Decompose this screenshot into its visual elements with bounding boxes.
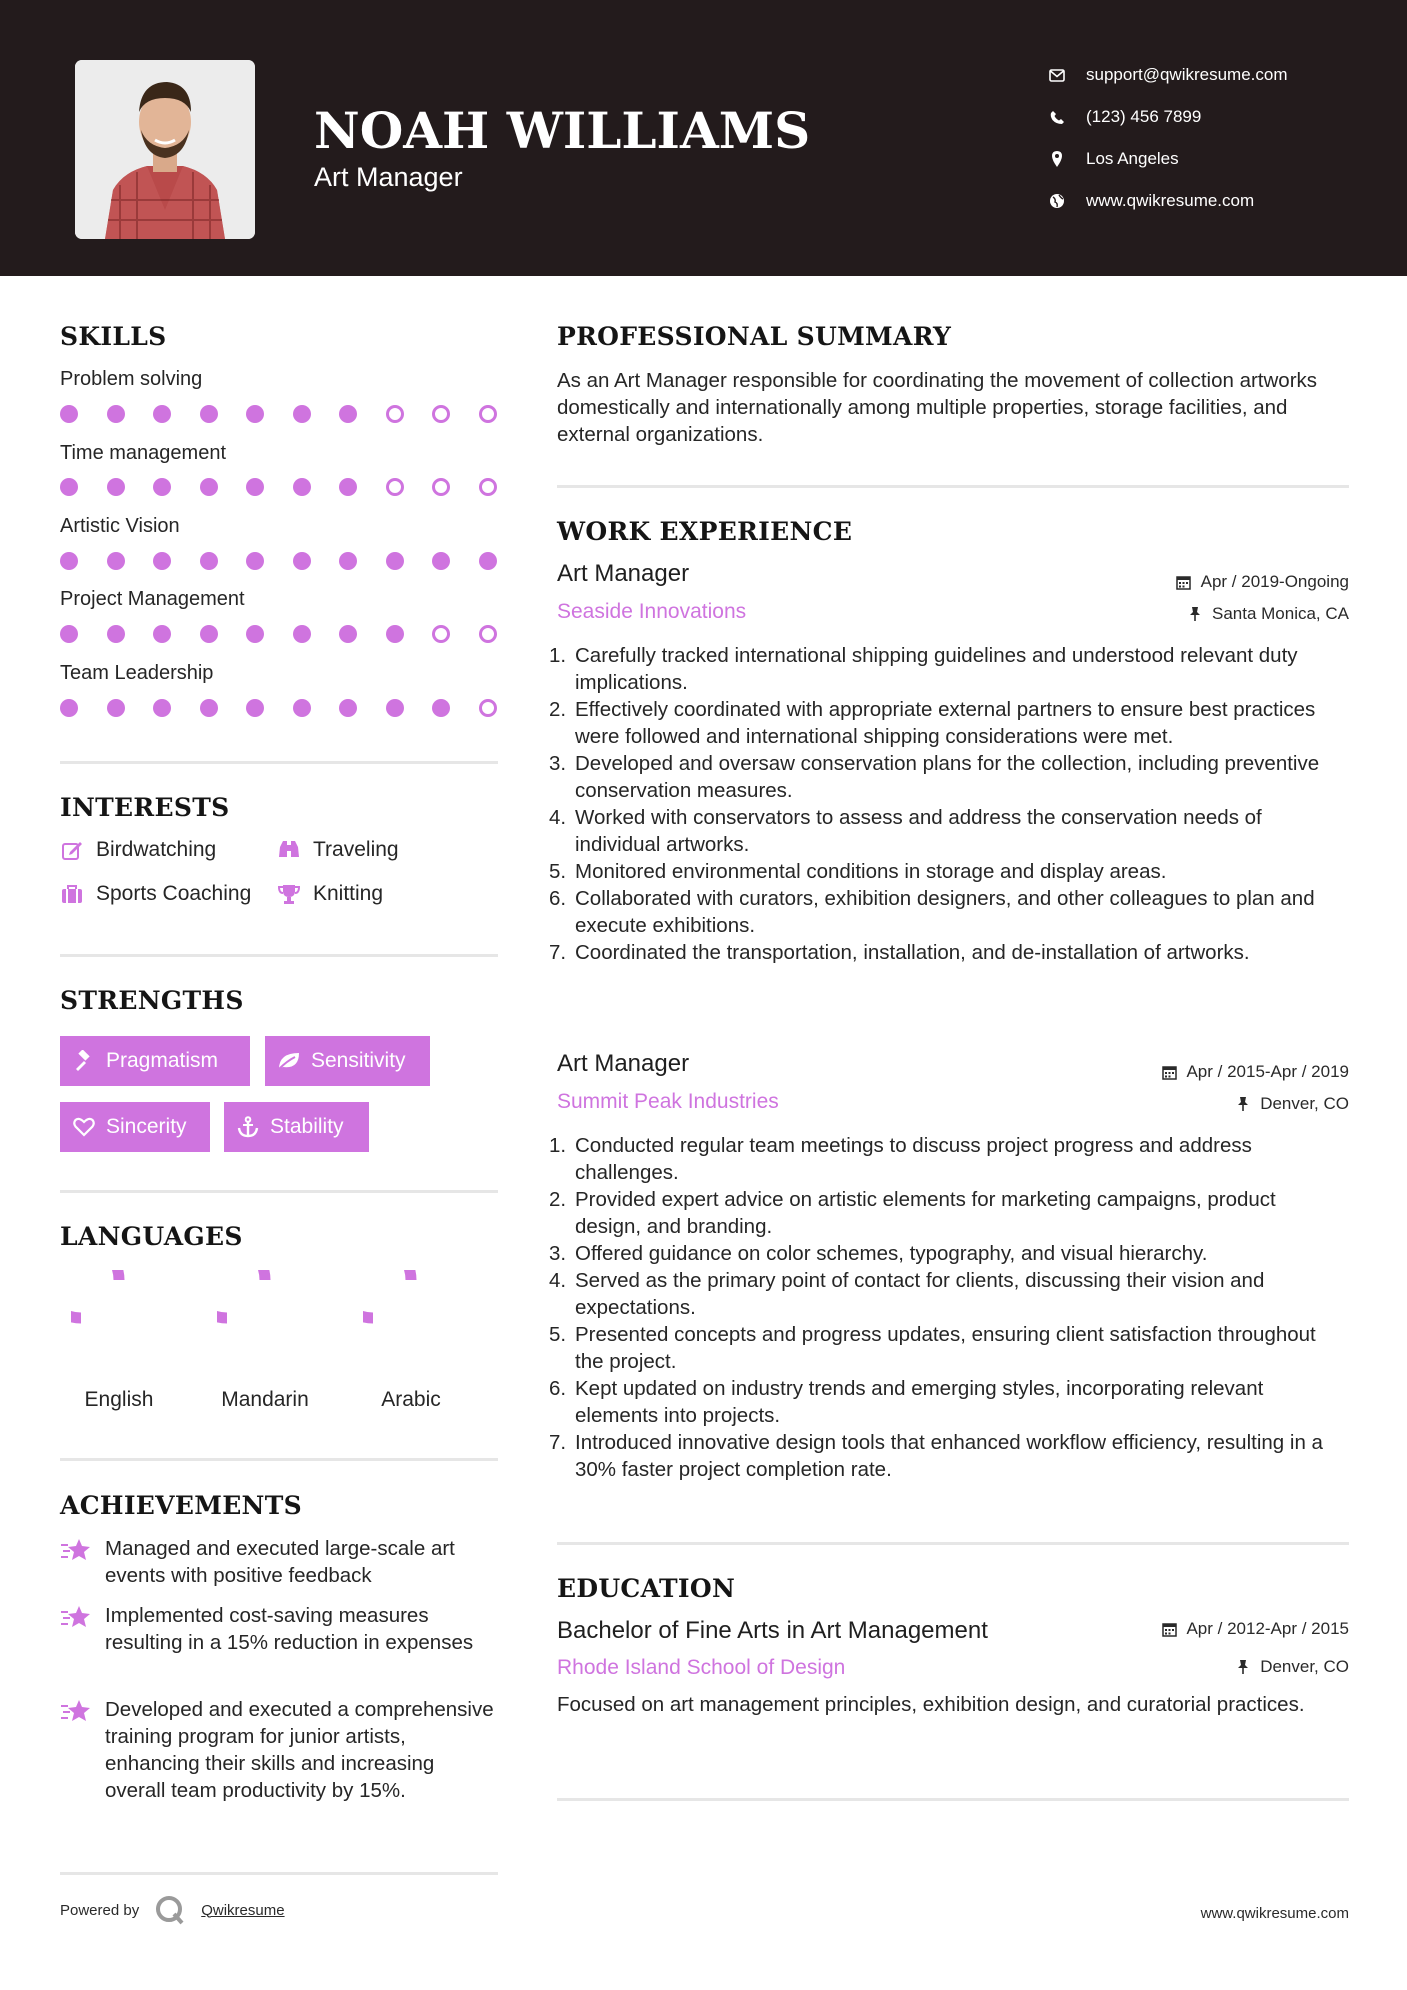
education-dates bbox=[1161, 1619, 1349, 1639]
qwikresume-link[interactable]: Qwikresume bbox=[201, 1901, 285, 1919]
phone-icon bbox=[1048, 108, 1066, 126]
duty-item: 4. Served as the primary point of contact for clients, discussing their vision and expectations. bbox=[549, 1269, 1265, 1319]
skill-rating bbox=[60, 625, 498, 645]
duty-item: 7. Coordinated the transportation, installation, and de-installation of artworks. bbox=[549, 941, 1250, 964]
rating-dot-empty bbox=[479, 405, 497, 423]
achievement-item bbox=[60, 1535, 498, 1589]
language-gauge bbox=[363, 1270, 459, 1366]
section-divider bbox=[60, 954, 498, 957]
contact-location bbox=[1048, 138, 1288, 180]
rating-dot-empty bbox=[479, 478, 497, 496]
contact-email[interactable] bbox=[1048, 54, 1288, 96]
job-location-text: Denver, CO bbox=[1260, 1094, 1349, 1113]
rating-dot-empty bbox=[432, 625, 450, 643]
trophy-icon bbox=[277, 882, 301, 906]
rating-dot-filled bbox=[293, 625, 311, 643]
achievement-item bbox=[60, 1602, 498, 1656]
person-photo-icon bbox=[75, 60, 255, 239]
pencil-square-icon bbox=[60, 838, 84, 862]
job-location-text: Santa Monica, CA bbox=[1211, 604, 1349, 623]
achievements-heading: ACHIEVEMENTS bbox=[60, 1491, 302, 1520]
qwikresume-logo-icon bbox=[155, 1895, 185, 1925]
rating-dot-filled bbox=[386, 552, 404, 570]
powered-by-text: Powered by bbox=[60, 1901, 140, 1919]
section-divider bbox=[557, 1542, 1349, 1545]
language-label: English bbox=[84, 1388, 154, 1411]
strengths-heading: STRENGTHS bbox=[60, 986, 244, 1015]
rating-dot-filled bbox=[153, 478, 171, 496]
achievement-text: Developed and executed a comprehensive training program for junior artists, enhancing their skills and increasing overall team productivity by 15%. bbox=[105, 1698, 494, 1802]
job-dates bbox=[1176, 572, 1349, 592]
job-dates-text: Apr / 2015-Apr / 2019 bbox=[1186, 1062, 1349, 1081]
language-item bbox=[195, 1270, 335, 1412]
strength-badge bbox=[60, 1102, 210, 1152]
candidate-title: Art Manager bbox=[314, 162, 463, 192]
interest-item bbox=[60, 882, 251, 906]
duty-item: 4. Worked with conservators to assess and address the conservation needs of individual artworks. bbox=[549, 806, 1262, 856]
skills-heading: SKILLS bbox=[60, 322, 167, 351]
job-location bbox=[1235, 1094, 1349, 1114]
calendar-icon bbox=[1176, 574, 1192, 590]
rating-dot-filled bbox=[339, 405, 357, 423]
skill-name: Project Management bbox=[60, 588, 245, 610]
rating-dot-empty bbox=[479, 625, 497, 643]
rating-dot-filled bbox=[432, 699, 450, 717]
interest-label: Traveling bbox=[313, 838, 399, 861]
skill-rating bbox=[60, 478, 498, 498]
duty-item: 2. Effectively coordinated with appropriate external partners to ensure best practices were followed and international shipping considerations were met. bbox=[549, 698, 1316, 748]
gavel-icon bbox=[72, 1049, 96, 1073]
work-heading: WORK EXPERIENCE bbox=[557, 517, 853, 546]
strength-badge bbox=[60, 1036, 250, 1086]
contact-phone-text: (123) 456 7899 bbox=[1086, 107, 1202, 126]
skill-rating bbox=[60, 405, 498, 425]
calendar-icon bbox=[1161, 1621, 1177, 1637]
summary-heading: PROFESSIONAL SUMMARY bbox=[557, 322, 952, 351]
rating-dot-filled bbox=[432, 552, 450, 570]
duty-item: 3. Developed and oversaw conservation plans for the collection, including preventive conservation measures. bbox=[549, 752, 1320, 802]
section-divider bbox=[60, 1872, 498, 1875]
job-role: Art Manager bbox=[557, 560, 690, 587]
job-role: Art Manager bbox=[557, 1050, 690, 1077]
rating-dot-empty bbox=[432, 405, 450, 423]
rating-dot-filled bbox=[479, 552, 497, 570]
calendar-icon bbox=[1161, 1064, 1177, 1080]
globe-icon bbox=[1048, 192, 1066, 210]
rating-dot-filled bbox=[107, 478, 125, 496]
rating-dot-filled bbox=[153, 405, 171, 423]
school-name: Rhode Island School of Design bbox=[557, 1656, 846, 1679]
education-location-text: Denver, CO bbox=[1260, 1657, 1349, 1676]
rating-dot-filled bbox=[107, 699, 125, 717]
interest-item bbox=[277, 882, 383, 906]
map-pin-icon bbox=[1048, 150, 1066, 168]
section-divider bbox=[60, 1458, 498, 1461]
achievement-text: Managed and executed large-scale art events with positive feedback bbox=[105, 1537, 455, 1587]
rating-dot-filled bbox=[153, 552, 171, 570]
rating-dot-filled bbox=[60, 625, 78, 643]
section-divider bbox=[557, 1798, 1349, 1801]
duty-item: 7. Introduced innovative design tools that enhanced workflow efficiency, resulting in a 30% faster project completion rate. bbox=[549, 1431, 1323, 1481]
contact-website-text: www.qwikresume.com bbox=[1086, 191, 1255, 210]
achievement-item bbox=[60, 1696, 498, 1804]
rating-dot-empty bbox=[386, 478, 404, 496]
leaf-icon bbox=[277, 1049, 301, 1073]
skill-name: Problem solving bbox=[60, 368, 203, 390]
rating-dot-filled bbox=[246, 625, 264, 643]
languages-heading: LANGUAGES bbox=[60, 1222, 243, 1251]
rating-dot-filled bbox=[60, 699, 78, 717]
strength-label: Stability bbox=[270, 1115, 344, 1138]
rating-dot-filled bbox=[153, 699, 171, 717]
strength-label: Sincerity bbox=[106, 1115, 187, 1138]
interests-heading: INTERESTS bbox=[60, 793, 230, 822]
header-banner bbox=[0, 0, 1407, 276]
language-item bbox=[341, 1270, 481, 1412]
rating-dot-filled bbox=[107, 625, 125, 643]
language-gauge bbox=[217, 1270, 313, 1366]
rating-dot-filled bbox=[200, 552, 218, 570]
interest-label: Knitting bbox=[313, 882, 384, 905]
rating-dot-filled bbox=[200, 699, 218, 717]
language-level-arc bbox=[217, 1270, 265, 1318]
duty-item: 6. Kept updated on industry trends and emerging styles, incorporating relevant elements into projects. bbox=[549, 1377, 1264, 1427]
rating-dot-filled bbox=[339, 478, 357, 496]
language-item bbox=[49, 1270, 189, 1412]
binoculars-icon bbox=[277, 838, 301, 862]
envelope-icon bbox=[1048, 66, 1066, 84]
shooting-star-icon bbox=[60, 1535, 92, 1589]
job-duties bbox=[549, 642, 1347, 966]
rating-dot-filled bbox=[246, 699, 264, 717]
section-divider bbox=[557, 485, 1349, 488]
skill-name: Team Leadership bbox=[60, 662, 214, 684]
strength-label: Pragmatism bbox=[106, 1049, 219, 1072]
strength-badge bbox=[224, 1102, 369, 1152]
rating-dot-empty bbox=[386, 405, 404, 423]
pushpin-icon bbox=[1235, 1096, 1251, 1112]
rating-dot-filled bbox=[386, 625, 404, 643]
candidate-name: NOAH WILLIAMS bbox=[314, 101, 811, 160]
contact-phone[interactable] bbox=[1048, 96, 1288, 138]
contact-location-text: Los Angeles bbox=[1086, 149, 1179, 168]
contact-email-text: support@qwikresume.com bbox=[1086, 65, 1288, 84]
contact-website[interactable] bbox=[1048, 180, 1288, 222]
interest-label: Birdwatching bbox=[96, 838, 217, 861]
heart-icon bbox=[72, 1115, 96, 1139]
language-level-arc bbox=[363, 1270, 411, 1318]
rating-dot-filled bbox=[386, 699, 404, 717]
interest-label: Sports Coaching bbox=[96, 882, 252, 905]
education-description: Focused on art management principles, exhibition design, and curatorial practices. bbox=[557, 1693, 1305, 1716]
company-name: Seaside Innovations bbox=[557, 600, 747, 623]
job-dates-text: Apr / 2019-Ongoing bbox=[1200, 572, 1349, 591]
rating-dot-filled bbox=[339, 699, 357, 717]
job-location bbox=[1187, 604, 1349, 624]
interest-item bbox=[60, 838, 216, 862]
footer-url[interactable]: www.qwikresume.com bbox=[1200, 1905, 1349, 1922]
duty-item: 5. Presented concepts and progress updates, ensuring client satisfaction throughout the project. bbox=[549, 1323, 1316, 1373]
profile-photo bbox=[75, 60, 255, 239]
skill-rating bbox=[60, 699, 498, 719]
degree-name: Bachelor of Fine Arts in Art Management bbox=[557, 1617, 988, 1644]
shooting-star-icon bbox=[60, 1696, 92, 1804]
rating-dot-filled bbox=[153, 625, 171, 643]
pushpin-icon bbox=[1235, 1659, 1251, 1675]
rating-dot-filled bbox=[60, 405, 78, 423]
skill-name: Artistic Vision bbox=[60, 515, 180, 537]
rating-dot-filled bbox=[293, 405, 311, 423]
strength-badge bbox=[265, 1036, 430, 1086]
rating-dot-filled bbox=[293, 478, 311, 496]
rating-dot-empty bbox=[479, 699, 497, 717]
rating-dot-filled bbox=[107, 552, 125, 570]
education-heading: EDUCATION bbox=[557, 1574, 736, 1603]
contact-list bbox=[1048, 54, 1288, 222]
rating-dot-filled bbox=[60, 552, 78, 570]
duty-item: 3. Offered guidance on color schemes, typography, and visual hierarchy. bbox=[549, 1242, 1208, 1265]
rating-dot-filled bbox=[60, 478, 78, 496]
summary-text: As an Art Manager responsible for coordinating the movement of collection artworks domestically and internationally among multiple properties, storage facilities, and external organizations. bbox=[557, 369, 1318, 446]
duty-item: 5. Monitored environmental conditions in storage and display areas. bbox=[549, 860, 1167, 883]
skill-name: Time management bbox=[60, 442, 226, 464]
language-label: Arabic bbox=[381, 1388, 441, 1411]
education-location bbox=[1235, 1657, 1349, 1677]
skill-rating bbox=[60, 552, 498, 572]
job-duties bbox=[549, 1132, 1347, 1483]
section-divider bbox=[60, 761, 498, 764]
language-label: Mandarin bbox=[221, 1388, 309, 1411]
rating-dot-filled bbox=[339, 552, 357, 570]
section-divider bbox=[60, 1190, 498, 1193]
rating-dot-filled bbox=[107, 405, 125, 423]
suitcase-icon bbox=[60, 882, 84, 906]
job-dates bbox=[1161, 1062, 1349, 1082]
duty-item: 1. Conducted regular team meetings to discuss project progress and address challenges. bbox=[549, 1134, 1252, 1184]
footer-powered-by bbox=[60, 1895, 285, 1925]
language-gauge bbox=[71, 1270, 167, 1366]
rating-dot-filled bbox=[246, 478, 264, 496]
rating-dot-empty bbox=[432, 478, 450, 496]
rating-dot-filled bbox=[200, 478, 218, 496]
shooting-star-icon bbox=[60, 1602, 92, 1656]
rating-dot-filled bbox=[293, 552, 311, 570]
rating-dot-filled bbox=[246, 552, 264, 570]
pushpin-icon bbox=[1187, 606, 1203, 622]
strength-label: Sensitivity bbox=[311, 1049, 406, 1072]
duty-item: 2. Provided expert advice on artistic elements for marketing campaigns, product design, and branding. bbox=[549, 1188, 1276, 1238]
education-dates-text: Apr / 2012-Apr / 2015 bbox=[1186, 1619, 1349, 1638]
interest-item bbox=[277, 838, 399, 862]
rating-dot-filled bbox=[293, 699, 311, 717]
rating-dot-filled bbox=[339, 625, 357, 643]
achievement-text: Implemented cost-saving measures resulting in a 15% reduction in expenses bbox=[105, 1604, 474, 1654]
rating-dot-filled bbox=[200, 625, 218, 643]
rating-dot-filled bbox=[200, 405, 218, 423]
duty-item: 6. Collaborated with curators, exhibition designers, and other colleagues to plan and execute exhibitions. bbox=[549, 887, 1315, 937]
language-level-arc bbox=[71, 1270, 119, 1318]
rating-dot-filled bbox=[246, 405, 264, 423]
duty-item: 1. Carefully tracked international shipping guidelines and understood relevant duty implications. bbox=[549, 644, 1298, 694]
anchor-icon bbox=[236, 1115, 260, 1139]
company-name: Summit Peak Industries bbox=[557, 1090, 779, 1113]
